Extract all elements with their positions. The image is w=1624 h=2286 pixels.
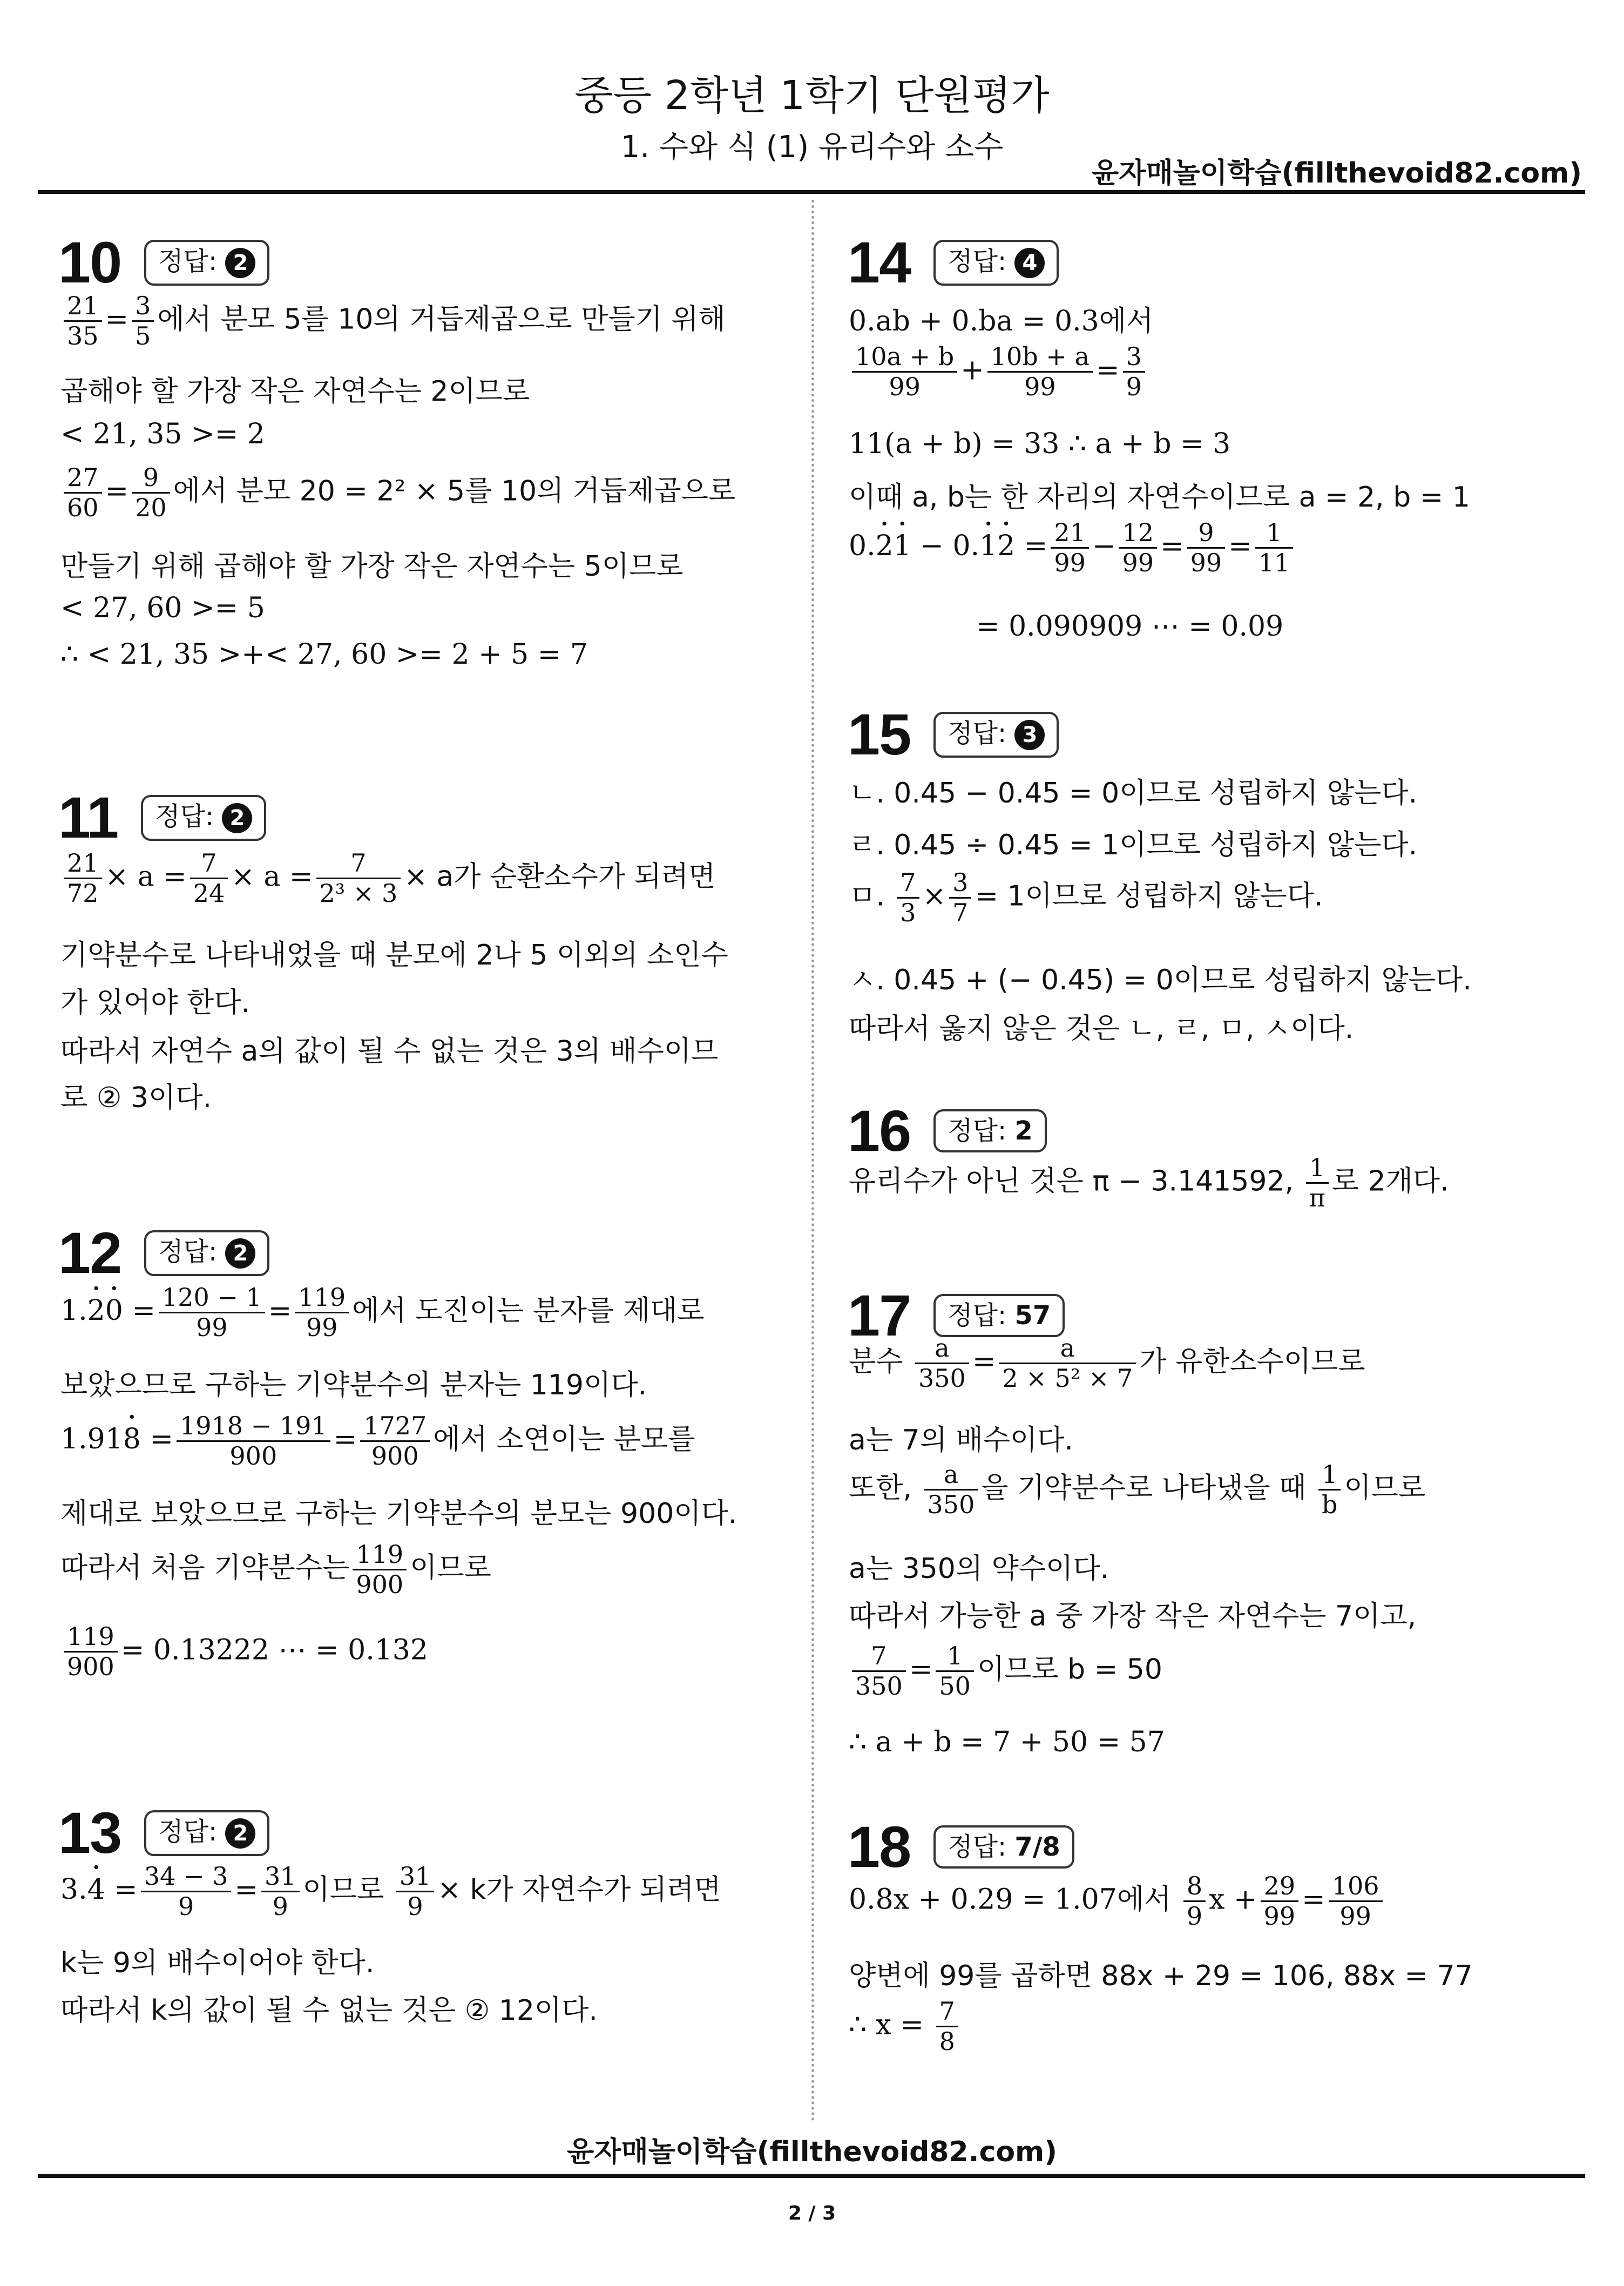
fraction: $\frac{3}{9}$ <box>1123 342 1145 401</box>
q13-line-1: 3.· 4 = $\frac{34 - 3}{9}$ = $\frac{31}{9}$ 이므로 $\frac{31}{9}$ × k가 자연수가 되려면 <box>60 1862 721 1921</box>
q17-line-3-mid: 을 기약분수로 나타냈을 때 <box>981 1472 1307 1505</box>
q11-line-4: 따라서 자연수 a의 값이 될 수 없는 것은 3의 배수이므 <box>60 1035 719 1068</box>
question-10-header <box>58 230 269 295</box>
answer-box <box>933 1109 1047 1153</box>
answer-label: 정답: <box>948 1115 1007 1146</box>
q17-line-6-text: 이므로 b = 50 <box>977 1653 1162 1686</box>
q15-line-3-pre: ㅁ. <box>849 880 885 913</box>
q16-line-1-tail: 로 2개다. <box>1331 1165 1449 1198</box>
q16-line-1 <box>849 1154 1449 1212</box>
fraction: $\frac{31}{9}$ <box>261 1862 300 1921</box>
footer-rule <box>38 2174 1585 2178</box>
question-number: 17 <box>848 1283 911 1348</box>
q11-line-2: 기약분수로 나타내었을 때 분모에 2나 5 이외의 소인수 <box>60 939 728 972</box>
q14-line-4: 이때 a, b는 한 자리의 자연수이므로 a = 2, b = 1 <box>849 481 1470 514</box>
fraction: $\frac{106}{99}$ <box>1329 1872 1383 1931</box>
q10-line-6: < 27, 60 >= 5 <box>60 592 265 624</box>
answer-label: 정답: <box>158 1816 218 1847</box>
q18-line-1: 0.8x + 0.29 = 1.07에서 $\frac{8}{9}$ x + $\frac{29}{99}$ = $\frac{106}{99}$ <box>849 1872 1386 1931</box>
q12-line-2: 보았으므로 구하는 기약분수의 분자는 119이다. <box>60 1369 647 1401</box>
question-number: 14 <box>848 230 911 295</box>
fraction: $\frac{21}{99}$ <box>1051 518 1089 577</box>
fraction: $\frac{29}{99}$ <box>1261 1872 1299 1931</box>
footer-site: 윤자매놀이학습(fillthevoid82.com) <box>566 2136 1057 2168</box>
answer-box <box>933 712 1059 758</box>
q15-line-1: ㄴ. 0.45 − 0.45 = 0이므로 성립하지 않는다. <box>849 777 1418 810</box>
fraction: $\frac{9}{20}$ <box>132 463 170 522</box>
fraction: $\frac{1}{11}$ <box>1255 518 1294 577</box>
fraction: $\frac{a}{\text{2 × 5² × 7}}$ <box>999 1334 1136 1393</box>
answer-circle: 3 <box>1014 720 1045 750</box>
q14-line-3: 11(a + b) = 33 ∴ a + b = 3 <box>849 428 1231 460</box>
question-number: 16 <box>848 1098 911 1163</box>
q11-line-1-text: × a가 순환소수가 되려면 <box>404 860 716 893</box>
q14-line-1: 0.ab + 0.ba = 0.3에서 <box>849 305 1154 338</box>
q11-line-3: 가 있어야 한다. <box>60 987 250 1019</box>
answer-box <box>933 1825 1074 1869</box>
q17-line-3-pre: 또한, <box>849 1472 912 1505</box>
q15-line-5: 따라서 옳지 않은 것은 ㄴ, ㄹ, ㅁ, ㅅ이다. <box>849 1013 1354 1045</box>
question-number: 10 <box>58 230 121 295</box>
question-18-header <box>848 1814 1074 1879</box>
fraction: $\frac{3}{7}$ <box>949 868 971 927</box>
answer-circle: 2 <box>225 248 255 278</box>
fraction: $\frac{8}{9}$ <box>1183 1872 1206 1931</box>
q13-line-1-text: × k가 자연수가 되려면 <box>437 1873 721 1906</box>
fraction: $\frac{a}{350}$ <box>915 1334 969 1393</box>
fraction: $\frac{119}{900}$ <box>353 1540 407 1599</box>
fraction: $\frac{3}{5}$ <box>132 292 154 350</box>
question-number: 12 <box>58 1220 121 1285</box>
fraction: $\frac{21}{72}$ <box>64 849 102 908</box>
q10-line-4: $\frac{27}{60}$ = $\frac{9}{20}$ 에서 분모 20 = 2² × 5를 10의 거듭제곱으로 <box>60 463 735 522</box>
answer-label: 정답: <box>948 1831 1007 1862</box>
q15-line-3: ㅁ. $\frac{7}{3}$ × $\frac{3}{7}$ = 1이므로 성립하지 않는다. <box>849 868 1323 927</box>
q14-line-5: 0.· 2· 1 − 0.· 1· 2 = $\frac{21}{99}$ − $\frac{12}{99}$ = $\frac{9}{99}$ = $\frac{1}{11}$ <box>849 518 1296 577</box>
q17-line-2: a는 7의 배수이다. <box>849 1424 1073 1456</box>
fraction: $\frac{1727}{900}$ <box>360 1412 430 1471</box>
q10-line-1-text: 에서 분모 5를 10의 거듭제곱으로 만들기 위해 <box>157 303 726 336</box>
answer-value: 2 <box>1014 1115 1033 1146</box>
answer-value: 57 <box>1014 1300 1051 1331</box>
q10-line-7: ∴ < 21, 35 >+< 27, 60 >= 2 + 5 = 7 <box>60 638 588 671</box>
q14-line-2: $\frac{10a + b}{99}$ + $\frac{10b + a}{99}$ = $\frac{3}{9}$ <box>849 342 1148 401</box>
answer-box <box>144 240 269 286</box>
q12-line-3-text: 에서 소연이는 분모를 <box>433 1423 695 1456</box>
column-divider <box>811 200 814 2122</box>
q12-line-4: 제대로 보았으므로 구하는 기약분수의 분모는 900이다. <box>60 1498 737 1530</box>
answer-label: 정답: <box>155 801 214 832</box>
fraction: $\frac{34 - 3}{9}$ <box>141 1862 232 1921</box>
q16-line-1-text: 유리수가 아닌 것은 π − 3.141592, <box>849 1165 1294 1198</box>
q18-line-3 <box>849 1997 962 2056</box>
answer-box <box>144 1810 269 1856</box>
question-12-header <box>58 1220 269 1285</box>
q17-line-7: ∴ a + b = 7 + 50 = 57 <box>849 1726 1165 1758</box>
q13-line-2: k는 9의 배수이어야 한다. <box>60 1947 375 1979</box>
answer-label: 정답: <box>948 246 1007 277</box>
answer-label: 정답: <box>948 718 1007 748</box>
page-title: 중등 2학년 1학기 단원평가 <box>574 72 1050 119</box>
q15-line-2: ㄹ. 0.45 ÷ 0.45 = 1이므로 성립하지 않는다. <box>849 829 1418 861</box>
page-number: 2 / 3 <box>788 2202 836 2224</box>
q12-line-6 <box>60 1622 428 1681</box>
q17-line-5: 따라서 가능한 a 중 가장 작은 자연수는 7이고, <box>849 1600 1417 1633</box>
fraction: $\frac{12}{99}$ <box>1119 518 1157 577</box>
q18-line-3-pre: ∴ x = <box>849 2008 924 2041</box>
q10-line-1: $\frac{21}{35}$ = $\frac{3}{5}$ 에서 분모 5를 10의 거듭제곱으로 만들기 위해 <box>60 292 726 350</box>
q17-line-3 <box>849 1460 1425 1519</box>
q17-line-1-text: 가 유한소수이므로 <box>1139 1345 1365 1378</box>
question-number: 18 <box>848 1814 911 1879</box>
answer-box <box>141 795 266 841</box>
q12-line-5 <box>60 1540 491 1599</box>
q10-line-4-text: 에서 분모 20 = 2² × 5를 10의 거듭제곱으로 <box>173 475 736 508</box>
q17-line-1-pre: 분수 <box>849 1345 903 1378</box>
q10-line-5: 만들기 위해 곱해야 할 가장 작은 자연수는 5이므로 <box>60 550 684 583</box>
fraction: $\frac{31}{9}$ <box>396 1862 435 1921</box>
fraction: $\frac{10a + b}{99}$ <box>852 342 957 401</box>
answer-box <box>933 240 1059 286</box>
fraction: $\frac{7}{8}$ <box>936 1997 958 2056</box>
q11-line-1: $\frac{21}{72}$ × a = $\frac{7}{24}$ × a = $\frac{7}{\text{2³ × 3}}$ × a가 순환소수가 되려면 <box>60 849 715 908</box>
fraction: $\frac{1}{\pi}$ <box>1306 1154 1329 1212</box>
q14-line-6: = 0.090909 ⋯ = 0.09 <box>976 610 1284 643</box>
fraction: $\frac{7}{3}$ <box>897 868 919 927</box>
question-15-header <box>848 702 1059 767</box>
q11-line-5: 로 ② 3이다. <box>60 1082 212 1114</box>
question-number: 15 <box>848 702 911 767</box>
question-number: 13 <box>58 1800 121 1865</box>
fraction: $\frac{9}{99}$ <box>1187 518 1226 577</box>
answer-label: 정답: <box>158 246 218 277</box>
q13-line-1-mid: 이므로 <box>302 1873 384 1906</box>
q17-line-1: 분수 $\frac{a}{350}$ = $\frac{a}{\text{2 × 5² × 7}}$ 가 유한소수이므로 <box>849 1333 1365 1393</box>
q12-line-6-text: = 0.13222 ⋯ = 0.132 <box>120 1634 428 1667</box>
fraction: $\frac{7}{350}$ <box>852 1642 906 1701</box>
answer-circle: 2 <box>225 1818 255 1849</box>
q17-line-6: $\frac{7}{350}$ = $\frac{1}{50}$ 이므로 b = 50 <box>849 1642 1162 1701</box>
question-14-header <box>848 230 1059 295</box>
q18-line-2: 양변에 99를 곱하면 88x + 29 = 106, 88x = 77 <box>849 1960 1473 1992</box>
fraction: $\frac{10b + a}{99}$ <box>987 342 1093 401</box>
answer-box <box>144 1230 269 1276</box>
fraction: $\frac{27}{60}$ <box>64 463 102 522</box>
header-site: 윤자매놀이학습(fillthevoid82.com) <box>1091 157 1582 190</box>
q15-line-3-text: = 1이므로 성립하지 않는다. <box>975 880 1323 913</box>
q10-line-3: < 21, 35 >= 2 <box>60 418 265 450</box>
question-13-header <box>58 1800 269 1865</box>
q18-line-1-text: 0.8x + 0.29 = 1.07에서 <box>849 1883 1172 1916</box>
question-11-header <box>58 785 266 850</box>
q13-line-3: 따라서 k의 값이 될 수 없는 것은 ② 12이다. <box>60 1994 598 2027</box>
q12-line-5-tail: 이므로 <box>410 1552 491 1584</box>
q17-line-4: a는 350의 약수이다. <box>849 1553 1109 1585</box>
fraction: $\frac{7}{24}$ <box>190 849 228 908</box>
fraction: $\frac{a}{350}$ <box>924 1460 978 1519</box>
fraction: $\frac{119}{99}$ <box>295 1283 349 1342</box>
question-number: 11 <box>58 785 118 850</box>
answer-label: 정답: <box>948 1300 1007 1331</box>
answer-value: 7/8 <box>1014 1831 1060 1862</box>
answer-box <box>933 1294 1065 1338</box>
page-subtitle: 1. 수와 식 (1) 유리수와 소수 <box>620 130 1004 165</box>
fraction: $\frac{21}{35}$ <box>64 292 102 350</box>
question-16-header <box>848 1098 1047 1163</box>
fraction: $\frac{119}{900}$ <box>64 1622 118 1681</box>
q10-line-2: 곱해야 할 가장 작은 자연수는 2이므로 <box>60 375 530 408</box>
answer-circle: 4 <box>1014 248 1045 278</box>
fraction: $\frac{120 - 1}{99}$ <box>159 1283 265 1342</box>
header-rule <box>38 190 1585 194</box>
q12-line-1-text: 에서 도진이는 분자를 제대로 <box>352 1294 705 1327</box>
fraction: $\frac{1}{b}$ <box>1318 1460 1341 1519</box>
q12-line-5-text: 따라서 처음 기약분수는 <box>60 1552 350 1584</box>
fraction: $\frac{1}{50}$ <box>936 1642 974 1701</box>
fraction: $\frac{7}{\text{2³ × 3}}$ <box>316 849 401 908</box>
q17-line-3-tail: 이므로 <box>1344 1472 1426 1505</box>
fraction: $\frac{1918 - 191}{900}$ <box>177 1412 330 1471</box>
answer-label: 정답: <box>158 1236 218 1267</box>
answer-circle: 2 <box>222 803 252 833</box>
q12-line-1: 1.· 2· 0 = $\frac{120 - 1}{99}$ = $\frac{119}{99}$ 에서 도진이는 분자를 제대로 <box>60 1283 705 1342</box>
q12-line-3: 1.91· 8 = $\frac{1918 - 191}{900}$ = $\frac{1727}{900}$ 에서 소연이는 분모를 <box>60 1412 695 1471</box>
answer-circle: 2 <box>225 1238 255 1269</box>
q15-line-4: ㅅ. 0.45 + (− 0.45) = 0이므로 성립하지 않는다. <box>849 964 1472 996</box>
